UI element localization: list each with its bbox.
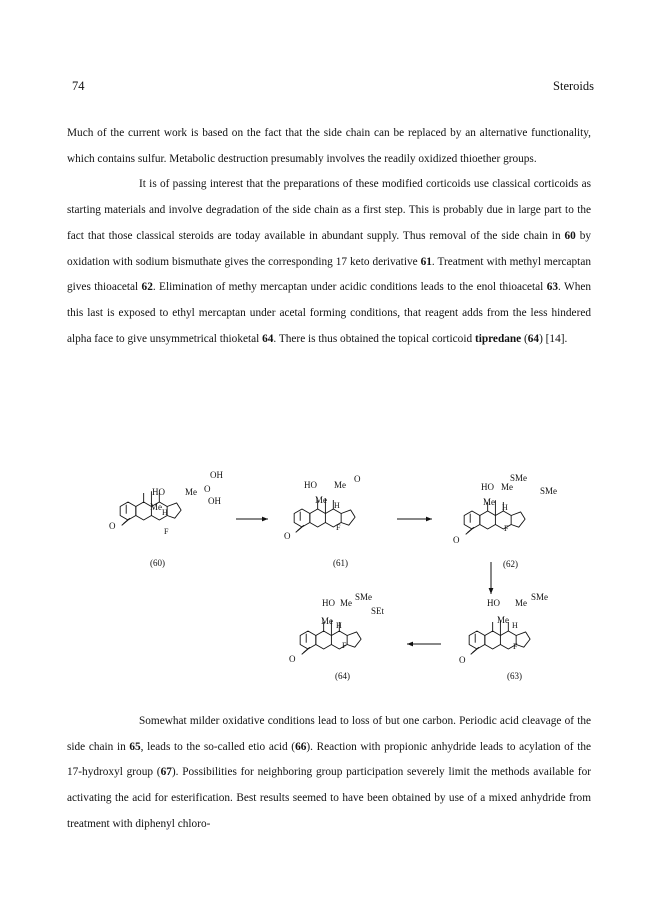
c62-Me2: Me: [483, 497, 495, 507]
c63-label: (63): [507, 671, 522, 681]
c60-side-O: O: [204, 484, 211, 494]
running-title: Steroids: [553, 79, 594, 93]
c63-H: H: [512, 621, 518, 630]
c61-keto: O: [354, 474, 361, 484]
c62-SMe1: SMe: [510, 473, 528, 483]
c61-Me: Me: [334, 480, 346, 490]
compound-64: [289, 592, 385, 681]
text-run: . Elimination of methy mercaptan under acidic conditions leads to the enol thioacetal: [152, 281, 547, 294]
compound-ref: 60: [564, 229, 576, 242]
paragraph-3: [67, 709, 591, 838]
c64-SEt: SEt: [371, 606, 385, 616]
text-run: , leads to the so-called etio acid (: [140, 740, 296, 753]
c61-F: F: [336, 523, 341, 532]
c60-side-OH-top: OH: [210, 470, 223, 480]
compound-ref: tipredane: [474, 332, 522, 345]
c64-O: O: [289, 654, 296, 664]
c62-O: O: [453, 535, 460, 545]
c64-F: F: [342, 641, 347, 650]
compound-ref: 64: [262, 332, 274, 345]
c62-Me: Me: [501, 482, 513, 492]
c60-O: O: [109, 521, 116, 531]
c61-O: O: [284, 531, 291, 541]
compound-ref: 64: [527, 332, 540, 345]
compound-ref: 65: [129, 740, 141, 753]
c62-HO: HO: [481, 482, 494, 492]
c62-H: H: [502, 503, 508, 512]
c60-Me: Me: [185, 487, 197, 497]
c62-SMe2: SMe: [540, 486, 558, 496]
compound-ref: 62: [141, 281, 153, 294]
c64-SMe: SMe: [355, 592, 373, 602]
c60-label: (60): [150, 558, 165, 568]
c60-HO: HO: [152, 487, 165, 497]
c63-F: F: [513, 642, 518, 651]
c61-H: H: [334, 501, 340, 510]
compound-60: [109, 470, 223, 568]
c60-Me2: Me: [150, 502, 162, 512]
c64-HO: HO: [322, 598, 335, 608]
text-run: Much of the current work is based on the fact that the side chain can be replaced by an alternative functionality, which contains sulfur. Metabolic destruction presumably involves the readily oxidized thioether groups.: [67, 127, 591, 165]
c63-O: O: [459, 655, 466, 665]
compound-61: [284, 474, 361, 568]
compound-63: [459, 592, 548, 681]
text-run: Somewhat milder oxidative conditions lead to loss of but one carbon. Periodic acid cleavage of the side chain in: [67, 715, 591, 753]
c61-label: (61): [333, 558, 348, 568]
c64-Me2: Me: [321, 616, 333, 626]
c60-side-OH: OH: [208, 496, 221, 506]
c63-HO: HO: [487, 598, 500, 608]
compound-ref: 67: [160, 766, 172, 779]
compound-62: [453, 473, 557, 569]
c62-F: F: [504, 524, 509, 533]
body-text-bottom: [67, 709, 591, 838]
text-run: ) [14].: [539, 332, 568, 345]
text-run: . When this last is exposed to ethyl mercaptan under acetal forming conditions, that reagent adds from the less hindered alpha face to give unsymmetrical thioketal: [67, 281, 592, 345]
c63-Me: Me: [515, 598, 527, 608]
text-run: by oxidation with sodium bismuthate gives the corresponding 17 keto derivative: [67, 229, 591, 268]
c63-SMe: SMe: [531, 592, 549, 602]
text-run: . Treatment with methyl mercaptan gives thioacetal: [67, 255, 591, 294]
c60-H: H: [162, 508, 168, 517]
c61-Me2: Me: [315, 495, 327, 505]
page-number: 74: [72, 79, 85, 93]
c63-Me2: Me: [497, 615, 509, 625]
c64-label: (64): [335, 671, 350, 681]
compound-ref: 66: [295, 740, 307, 753]
compound-ref: 63: [546, 281, 559, 294]
text-run: It is of passing interest that the preparations of these modified corticoids use classical corticoids as starting materials and involve degradation of the side chain as a first step. This is probably due in large part to the fact that those classical steroids are today available in abundant supply. Thus removal of the side chain in: [67, 178, 591, 242]
text-run: ). Reaction with propionic anhydride leads to acylation of the 17-hydroxyl group (: [67, 740, 592, 779]
text-run: . There is thus obtained the topical corticoid: [273, 332, 475, 345]
c60-F: F: [164, 527, 169, 536]
c62-label: (62): [503, 559, 518, 569]
c64-Me: Me: [340, 598, 352, 608]
text-run: (: [521, 332, 528, 345]
c61-HO: HO: [304, 480, 317, 490]
text-run: ). Possibilities for neighboring group participation severely limit the methods available for activating the acid for esterification. Best results seemed to have been obtained by use of a mixed anhydride from treatment with diphenyl chloro-: [67, 766, 591, 830]
c64-H: H: [336, 621, 342, 630]
compound-ref: 61: [420, 255, 432, 268]
